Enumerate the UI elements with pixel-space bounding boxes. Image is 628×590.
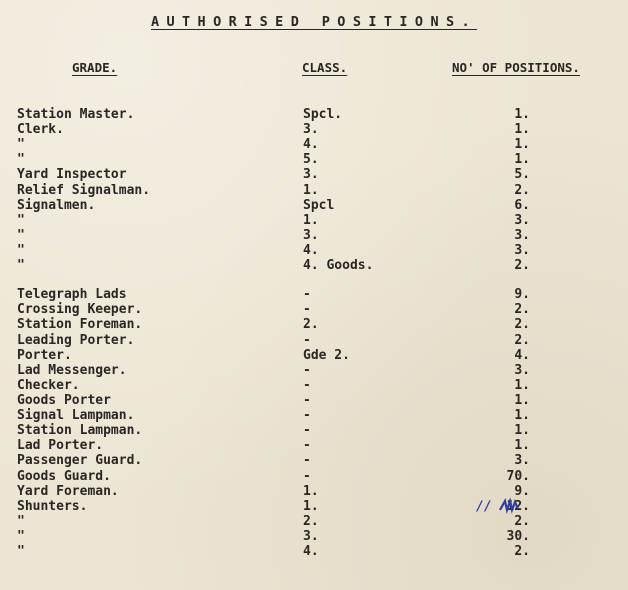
class-cell: - bbox=[303, 392, 311, 408]
positions-cell: 1. bbox=[514, 122, 530, 138]
positions-cell: 5. bbox=[514, 167, 530, 183]
positions-cell: 70. bbox=[506, 468, 530, 484]
grade-cell: " bbox=[17, 212, 25, 228]
class-cell: 1. bbox=[303, 498, 319, 514]
table-row bbox=[0, 228, 628, 243]
table-row bbox=[0, 453, 628, 468]
positions-cell: 1. bbox=[514, 377, 530, 393]
grade-cell: " bbox=[17, 242, 25, 258]
class-cell: - bbox=[303, 423, 311, 439]
ink-correction-scribble bbox=[498, 498, 520, 514]
grade-cell: Station Lampman. bbox=[17, 423, 143, 439]
table-row bbox=[0, 243, 628, 258]
grade-cell: " bbox=[17, 528, 25, 544]
positions-cell: 1. bbox=[514, 408, 530, 424]
class-cell: 1. bbox=[303, 182, 319, 198]
class-cell: Spcl bbox=[303, 197, 335, 213]
table-row bbox=[0, 514, 628, 529]
class-cell: Spcl. bbox=[303, 107, 343, 122]
table-row bbox=[0, 317, 628, 332]
positions-cell: 2. bbox=[514, 513, 530, 529]
grade-cell: " bbox=[17, 544, 25, 560]
grade-cell: Porter. bbox=[17, 347, 72, 363]
grade-cell: Leading Porter. bbox=[17, 332, 135, 348]
positions-cell: 2. bbox=[514, 182, 530, 198]
positions-cell: 1. bbox=[514, 137, 530, 153]
table-row bbox=[0, 183, 628, 198]
table-row bbox=[0, 378, 628, 393]
class-cell: 1. bbox=[303, 212, 319, 228]
positions-cell: 4. bbox=[514, 347, 530, 363]
class-cell: - bbox=[303, 362, 311, 378]
positions-cell: 6. bbox=[514, 197, 530, 213]
class-cell: - bbox=[303, 438, 311, 454]
grade-cell: " bbox=[17, 152, 25, 168]
table-row bbox=[0, 122, 628, 137]
table-row bbox=[0, 273, 628, 287]
positions-cell: 12. bbox=[506, 498, 530, 514]
table-row bbox=[0, 333, 628, 348]
class-cell: - bbox=[303, 377, 311, 393]
positions-cell: 1. bbox=[514, 392, 530, 408]
class-cell: 3. bbox=[303, 227, 319, 243]
grade-cell: Yard Foreman. bbox=[17, 483, 119, 499]
grade-cell: " bbox=[17, 513, 25, 529]
grade-cell: " bbox=[17, 258, 25, 274]
table-row bbox=[0, 152, 628, 167]
class-cell: 1. bbox=[303, 483, 319, 499]
positions-cell: 2. bbox=[514, 317, 530, 333]
table-row bbox=[0, 107, 628, 122]
grade-cell: Clerk. bbox=[17, 122, 64, 138]
positions-cell: 1. bbox=[514, 438, 530, 454]
grade-cell: Goods Guard. bbox=[17, 468, 111, 484]
table-row bbox=[0, 363, 628, 378]
positions-cell: 3. bbox=[514, 362, 530, 378]
table-row bbox=[0, 287, 628, 302]
grade-cell: Signal Lampman. bbox=[17, 408, 135, 424]
table-row bbox=[0, 137, 628, 152]
class-cell: 3. bbox=[303, 167, 319, 183]
positions-cell: 3. bbox=[514, 227, 530, 243]
grade-cell: Passenger Guard. bbox=[17, 453, 143, 469]
grade-cell: Goods Porter bbox=[17, 392, 111, 408]
class-cell: - bbox=[303, 468, 311, 484]
grade-cell: " bbox=[17, 137, 25, 153]
table-row bbox=[0, 213, 628, 228]
positions-cell: 1. bbox=[514, 107, 530, 122]
class-cell: - bbox=[303, 332, 311, 348]
grade-cell: Relief Signalman. bbox=[17, 182, 151, 198]
grade-cell: Lad Messenger. bbox=[17, 362, 127, 378]
column-header-grade: GRADE. bbox=[72, 60, 118, 75]
table-row bbox=[0, 423, 628, 438]
table-row bbox=[0, 529, 628, 544]
grade-cell: Telegraph Lads bbox=[17, 287, 127, 303]
class-cell: 4. Goods. bbox=[303, 258, 374, 274]
class-cell: 5. bbox=[303, 152, 319, 168]
grade-cell: Station Foreman. bbox=[17, 317, 143, 333]
table-row bbox=[0, 167, 628, 182]
grade-cell: " bbox=[17, 227, 25, 243]
positions-cell: 2. bbox=[514, 332, 530, 348]
table-row bbox=[0, 408, 628, 423]
class-cell: - bbox=[303, 453, 311, 469]
positions-cell: 2. bbox=[514, 258, 530, 274]
class-cell: 4. bbox=[303, 242, 319, 258]
class-cell: 4. bbox=[303, 137, 319, 153]
positions-cell: 2. bbox=[514, 302, 530, 318]
document-title: AUTHORISED POSITIONS. bbox=[150, 14, 478, 30]
table-row bbox=[0, 393, 628, 408]
positions-cell: 2. bbox=[514, 544, 530, 560]
table-row bbox=[0, 499, 628, 514]
table-row bbox=[0, 258, 628, 273]
class-cell: - bbox=[303, 287, 311, 303]
column-header-positions: NO' OF POSITIONS. bbox=[452, 60, 580, 75]
positions-cell: 9. bbox=[514, 287, 530, 303]
positions-cell: 9. bbox=[514, 483, 530, 499]
positions-cell: 3. bbox=[514, 212, 530, 228]
table-row bbox=[0, 348, 628, 363]
positions-cell: 30. bbox=[506, 528, 530, 544]
table-row bbox=[0, 469, 628, 484]
positions-cell: 3. bbox=[514, 242, 530, 258]
grade-cell: Crossing Keeper. bbox=[17, 302, 143, 318]
table-row bbox=[0, 438, 628, 453]
table-row bbox=[0, 198, 628, 213]
class-cell: 3. bbox=[303, 528, 319, 544]
table-row bbox=[0, 544, 628, 559]
positions-cell: 1. bbox=[514, 423, 530, 439]
grade-cell: Checker. bbox=[17, 377, 80, 393]
grade-cell: Shunters. bbox=[17, 498, 88, 514]
class-cell: 2. bbox=[303, 513, 319, 529]
handwritten-annotation: // bbox=[476, 498, 492, 514]
column-header-class: CLASS. bbox=[302, 60, 348, 75]
table-row bbox=[0, 302, 628, 317]
positions-cell: 3. bbox=[514, 453, 530, 469]
table-row bbox=[0, 484, 628, 499]
grade-cell: Yard Inspector bbox=[17, 167, 127, 183]
class-cell: 4. bbox=[303, 544, 319, 560]
grade-cell: Lad Porter. bbox=[17, 438, 104, 454]
grade-cell: Station Master. bbox=[17, 107, 135, 122]
positions-cell: 1. bbox=[514, 152, 530, 168]
class-cell: 3. bbox=[303, 122, 319, 138]
class-cell: 2. bbox=[303, 317, 319, 333]
class-cell: - bbox=[303, 408, 311, 424]
class-cell: Gde 2. bbox=[303, 347, 350, 363]
grade-cell: Signalmen. bbox=[17, 197, 96, 213]
class-cell: - bbox=[303, 302, 311, 318]
positions-table bbox=[0, 107, 628, 559]
